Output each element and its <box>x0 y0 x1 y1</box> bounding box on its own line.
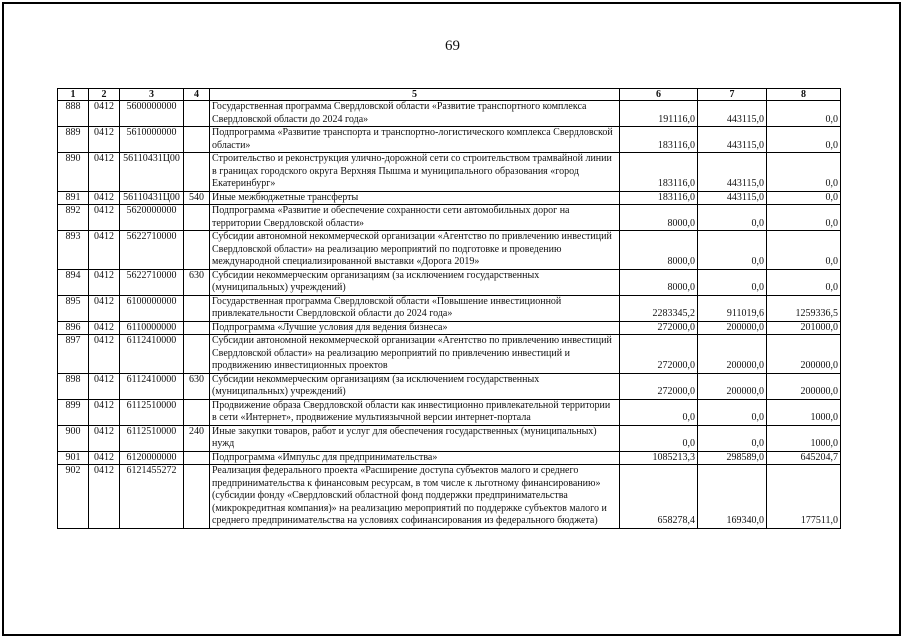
amount-2020-cell: 1085213,3 <box>620 451 698 465</box>
amount-2022-cell: 0,0 <box>767 153 841 192</box>
table-row <box>58 191 841 205</box>
expense-type-cell <box>184 295 210 321</box>
target-article-cell: 6100000000 <box>120 295 184 321</box>
expense-type-cell <box>184 465 210 529</box>
section-code-cell: 0412 <box>89 205 120 231</box>
table-row <box>58 451 841 465</box>
amount-2020-cell: 8000,0 <box>620 231 698 270</box>
amount-2022-cell: 201000,0 <box>767 321 841 335</box>
expense-type-cell: 630 <box>184 373 210 399</box>
amount-2020-cell: 8000,0 <box>620 269 698 295</box>
amount-2022-cell: 0,0 <box>767 269 841 295</box>
row-number-cell: 896 <box>58 321 89 335</box>
table-row <box>58 231 841 270</box>
name-cell: Субсидии автономной некоммерческой организации «Агентство по привлечению инвестиций Свердловской области» на реализацию мероприятий по привлечению инвестиций и продвижению инвестиционных проектов <box>210 335 620 374</box>
amount-2021-cell: 0,0 <box>698 269 767 295</box>
section-code-cell: 0412 <box>89 101 120 127</box>
section-code-cell: 0412 <box>89 451 120 465</box>
budget-table <box>57 88 841 529</box>
section-code-cell: 0412 <box>89 399 120 425</box>
amount-2021-cell: 443115,0 <box>698 127 767 153</box>
amount-2020-cell: 658278,4 <box>620 465 698 529</box>
table-row <box>58 399 841 425</box>
amount-2022-cell: 200000,0 <box>767 373 841 399</box>
row-number-cell: 889 <box>58 127 89 153</box>
amount-2022-cell: 177511,0 <box>767 465 841 529</box>
amount-2021-cell: 0,0 <box>698 205 767 231</box>
column-header: 3 <box>120 89 184 101</box>
target-article-cell: 6120000000 <box>120 451 184 465</box>
row-number-cell: 894 <box>58 269 89 295</box>
amount-2022-cell: 645204,7 <box>767 451 841 465</box>
name-cell: Подпрограмма «Развитие транспорта и транспортно-логистического комплекса Свердловской области» <box>210 127 620 153</box>
table-row <box>58 205 841 231</box>
table-row <box>58 465 841 529</box>
expense-type-cell: 240 <box>184 425 210 451</box>
amount-2021-cell: 0,0 <box>698 425 767 451</box>
amount-2021-cell: 169340,0 <box>698 465 767 529</box>
row-number-cell: 902 <box>58 465 89 529</box>
column-header: 6 <box>620 89 698 101</box>
table-row <box>58 127 841 153</box>
section-code-cell: 0412 <box>89 425 120 451</box>
section-code-cell: 0412 <box>89 269 120 295</box>
name-cell: Продвижение образа Свердловской области как инвестиционно привлекательной территории в сети «Интернет», продвижение мультиязычной версии интернет-портала <box>210 399 620 425</box>
target-article-cell: 6112510000 <box>120 425 184 451</box>
amount-2021-cell: 911019,6 <box>698 295 767 321</box>
row-number-cell: 901 <box>58 451 89 465</box>
section-code-cell: 0412 <box>89 231 120 270</box>
expense-type-cell <box>184 321 210 335</box>
section-code-cell: 0412 <box>89 153 120 192</box>
name-cell: Субсидии автономной некоммерческой организации «Агентство по привлечению инвестиций Свердловской области» на реализацию мероприятий по подготовке и проведению международной специализированной выставки «Дорога 2019» <box>210 231 620 270</box>
row-number-cell: 899 <box>58 399 89 425</box>
row-number-cell: 892 <box>58 205 89 231</box>
amount-2022-cell: 1259336,5 <box>767 295 841 321</box>
amount-2022-cell: 1000,0 <box>767 425 841 451</box>
amount-2021-cell: 443115,0 <box>698 191 767 205</box>
expense-type-cell <box>184 101 210 127</box>
table-row <box>58 153 841 192</box>
target-article-cell: 6112410000 <box>120 373 184 399</box>
table-row <box>58 269 841 295</box>
column-header: 8 <box>767 89 841 101</box>
section-code-cell: 0412 <box>89 373 120 399</box>
column-header: 1 <box>58 89 89 101</box>
amount-2020-cell: 0,0 <box>620 425 698 451</box>
column-header: 4 <box>184 89 210 101</box>
target-article-cell: 6110000000 <box>120 321 184 335</box>
name-cell: Иные закупки товаров, работ и услуг для обеспечения государственных (муниципальных) нужд <box>210 425 620 451</box>
name-cell: Субсидии некоммерческим организациям (за исключением государственных (муниципальных) учреждений) <box>210 373 620 399</box>
amount-2020-cell: 272000,0 <box>620 335 698 374</box>
table-row <box>58 373 841 399</box>
table-row <box>58 321 841 335</box>
amount-2022-cell: 0,0 <box>767 101 841 127</box>
table-row <box>58 101 841 127</box>
expense-type-cell <box>184 205 210 231</box>
column-header: 2 <box>89 89 120 101</box>
target-article-cell: 56110431Ц00 <box>120 191 184 205</box>
name-cell: Подпрограмма «Развитие и обеспечение сохранности сети автомобильных дорог на территории Свердловской области» <box>210 205 620 231</box>
amount-2022-cell: 0,0 <box>767 127 841 153</box>
amount-2020-cell: 183116,0 <box>620 191 698 205</box>
target-article-cell: 6112410000 <box>120 335 184 374</box>
expense-type-cell <box>184 231 210 270</box>
amount-2020-cell: 272000,0 <box>620 321 698 335</box>
name-cell: Государственная программа Свердловской области «Развитие транспортного комплекса Свердловской области до 2024 года» <box>210 101 620 127</box>
name-cell: Государственная программа Свердловской области «Повышение инвестиционной привлекательности Свердловской области до 2024 года» <box>210 295 620 321</box>
column-header: 5 <box>210 89 620 101</box>
row-number-cell: 895 <box>58 295 89 321</box>
name-cell: Подпрограмма «Импульс для предпринимательства» <box>210 451 620 465</box>
section-code-cell: 0412 <box>89 321 120 335</box>
row-number-cell: 900 <box>58 425 89 451</box>
table-row <box>58 335 841 374</box>
amount-2020-cell: 2283345,2 <box>620 295 698 321</box>
amount-2020-cell: 0,0 <box>620 399 698 425</box>
amount-2022-cell: 0,0 <box>767 191 841 205</box>
row-number-cell: 893 <box>58 231 89 270</box>
amount-2020-cell: 183116,0 <box>620 153 698 192</box>
expense-type-cell <box>184 451 210 465</box>
amount-2020-cell: 8000,0 <box>620 205 698 231</box>
section-code-cell: 0412 <box>89 127 120 153</box>
row-number-cell: 897 <box>58 335 89 374</box>
expense-type-cell: 540 <box>184 191 210 205</box>
header-row <box>58 89 841 101</box>
name-cell: Иные межбюджетные трансферты <box>210 191 620 205</box>
target-article-cell: 6112510000 <box>120 399 184 425</box>
table-row <box>58 295 841 321</box>
target-article-cell: 5610000000 <box>120 127 184 153</box>
section-code-cell: 0412 <box>89 191 120 205</box>
expense-type-cell: 630 <box>184 269 210 295</box>
amount-2021-cell: 0,0 <box>698 231 767 270</box>
page-number: 69 <box>445 38 460 54</box>
target-article-cell: 6121455272 <box>120 465 184 529</box>
section-code-cell: 0412 <box>89 295 120 321</box>
column-header: 7 <box>698 89 767 101</box>
expense-type-cell <box>184 127 210 153</box>
amount-2021-cell: 0,0 <box>698 399 767 425</box>
amount-2021-cell: 200000,0 <box>698 321 767 335</box>
target-article-cell: 5622710000 <box>120 269 184 295</box>
name-cell: Реализация федерального проекта «Расширение доступа субъектов малого и среднего предпринимательства к финансовым ресурсам, в том числе к льготному финансированию» (субсидии фонду «Свердловский областной фонд поддержки предпринимательства (микрокредитная компания)» на реализацию мероприятий по поддержке субъектов малого и среднего предпринимательства на условиях софинансирования из федерального бюджета) <box>210 465 620 529</box>
amount-2022-cell: 0,0 <box>767 231 841 270</box>
section-code-cell: 0412 <box>89 465 120 529</box>
amount-2022-cell: 200000,0 <box>767 335 841 374</box>
target-article-cell: 5600000000 <box>120 101 184 127</box>
target-article-cell: 56110431Ц00 <box>120 153 184 192</box>
amount-2020-cell: 183116,0 <box>620 127 698 153</box>
row-number-cell: 891 <box>58 191 89 205</box>
amount-2022-cell: 1000,0 <box>767 399 841 425</box>
name-cell: Субсидии некоммерческим организациям (за исключением государственных (муниципальных) учреждений) <box>210 269 620 295</box>
row-number-cell: 898 <box>58 373 89 399</box>
amount-2021-cell: 298589,0 <box>698 451 767 465</box>
section-code-cell: 0412 <box>89 335 120 374</box>
expense-type-cell <box>184 335 210 374</box>
amount-2021-cell: 443115,0 <box>698 101 767 127</box>
row-number-cell: 890 <box>58 153 89 192</box>
amount-2020-cell: 191116,0 <box>620 101 698 127</box>
name-cell: Строительство и реконструкция улично-дорожной сети со строительством трамвайной линии в границах городского округа Верхняя Пышма и муниципального образования «город Екатеринбург» <box>210 153 620 192</box>
row-number-cell: 888 <box>58 101 89 127</box>
amount-2021-cell: 200000,0 <box>698 373 767 399</box>
expense-type-cell <box>184 153 210 192</box>
amount-2021-cell: 200000,0 <box>698 335 767 374</box>
name-cell: Подпрограмма «Лучшие условия для ведения бизнеса» <box>210 321 620 335</box>
table-row <box>58 425 841 451</box>
target-article-cell: 5622710000 <box>120 231 184 270</box>
amount-2020-cell: 272000,0 <box>620 373 698 399</box>
expense-type-cell <box>184 399 210 425</box>
amount-2021-cell: 443115,0 <box>698 153 767 192</box>
target-article-cell: 5620000000 <box>120 205 184 231</box>
amount-2022-cell: 0,0 <box>767 205 841 231</box>
